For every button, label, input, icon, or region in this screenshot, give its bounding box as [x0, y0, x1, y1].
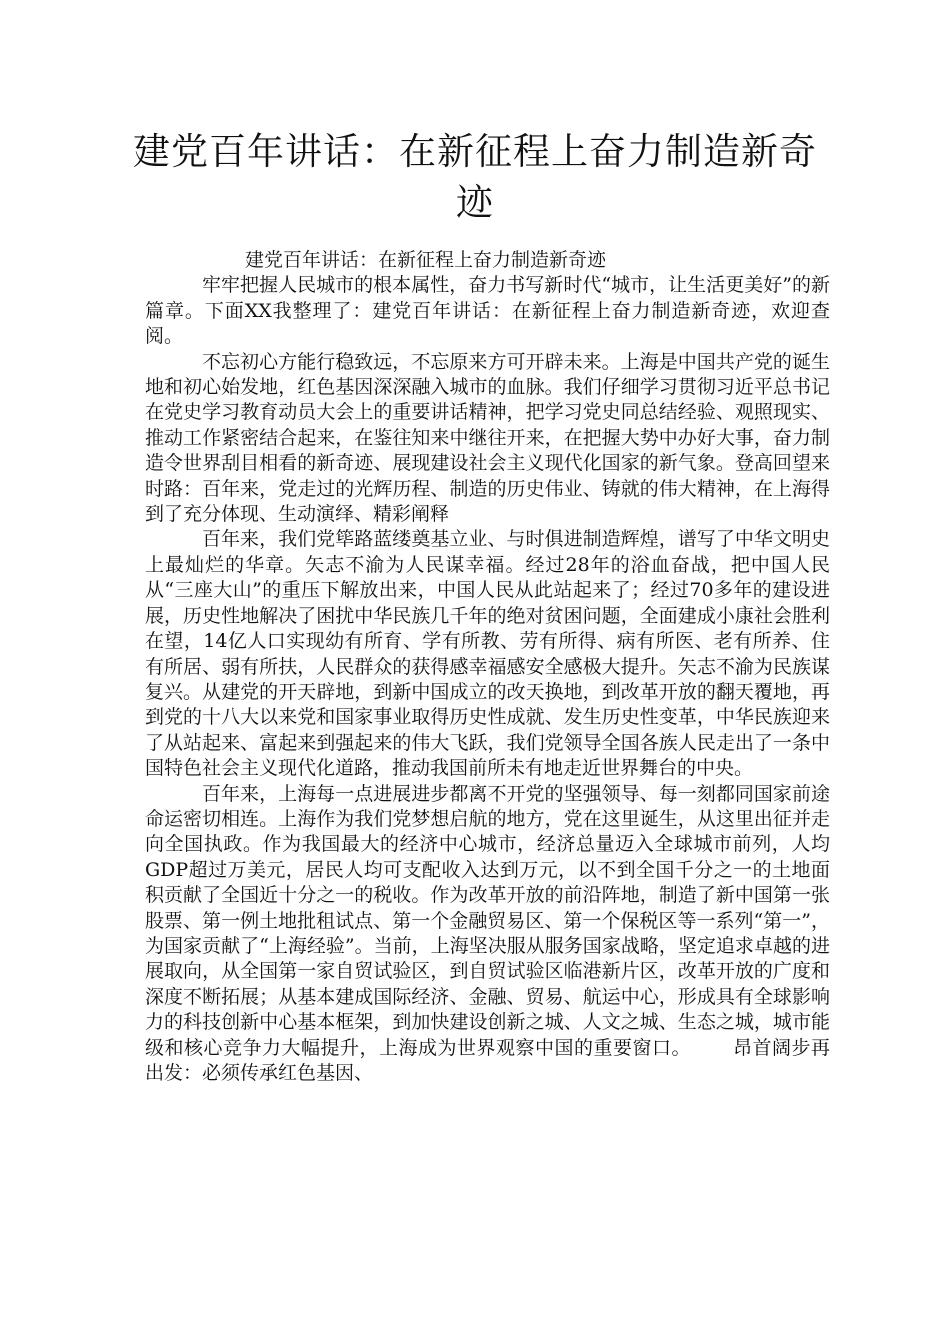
paragraph-century-shanghai-text: 百年来，上海每一点进展进步都离不开党的坚强领导、每一刻都同国家前途命运密切相连。上海作为我们党梦想启航的地方，党在这里诞生，从这里出征并走向全国执政。作为我国最大的经济中心城市，经济总量迈入全球城市前列，人均GDP超过万美元，居民人均可支配收入达到万元，以不到全国千分之一的土地面积贡献了全国近十分之一的税收。作为改革开放的前沿阵地，制造了新中国第一张股票、第一例土地批租试点、第一个金融贸易区、第一个保税区等一系列“第一”，为国家贡献了“上海经验”。当前，上海坚决服从服务国家战略，坚定追求卓越的进展取向，从全国第一家自贸试验区，到自贸试验区临港新片区，改革开放的广度和深度不断拓展；从基本建成国际经济、金融、贸易、航运中心，形成具有全球影响力的科技创新中心基本框架，到加快建设创新之城、人文之城、生态之城，城市能级和核心竞争力大幅提升，上海成为世界观察中国的重要窗口。: [145, 782, 830, 1059]
paragraph-century-shanghai: [145, 782, 830, 1087]
paragraph-century-party: 百年来，我们党筚路蓝缕奠基立业、与时俱进制造辉煌，谱写了中华文明史上最灿烂的华章。矢志不渝为人民谋幸福。经过28年的浴血奋战，把中国人民从“三座大山”的重压下解放出来，中国人民从此站起来了；经过70多年的建设进展，历史性地解决了困扰中华民族几千年的绝对贫困问题，全面建成小康社会胜利在望，14亿人口实现幼有所育、学有所教、劳有所得、病有所医、老有所养、住有所居、弱有所扶，人民群众的获得感幸福感安全感极大提升。矢志不渝为民族谋复兴。从建党的开天辟地，到新中国成立的改天换地，到改革开放的翻天覆地，再到党的十八大以来党和国家事业取得历史性成就、发生历史性变革，中华民族迎来了从站起来、富起来到强起来的伟大飞跃，我们党领导全国各族人民走出了一条中国特色社会主义现代化道路，推动我国前所未有地走近世界舞台的中央。: [145, 528, 830, 780]
document-body: [145, 248, 830, 1086]
document-subtitle: 建党百年讲话：在新征程上奋力制造新奇迹: [245, 249, 607, 271]
document-title: 建党百年讲话：在新征程上奋力制造新奇迹: [133, 130, 817, 224]
paragraph-origin: 不忘初心方能行稳致远，不忘原来方可开辟未来。上海是中国共产党的诞生地和初心始发地，红色基因深深融入城市的血脉。我们仔细学习贯彻习近平总书记在党史学习教育动员大会上的重要讲话精神，把学习党史同总结经验、观照现实、推动工作紧密结合起来，在鉴往知来中继往开来，在把握大势中办好大事，奋力制造令世界刮目相看的新奇迹、展现建设社会主义现代化国家的新气象。登高回望来时路：百年来，党走过的光辉历程、制造的历史伟业、铸就的伟大精神，在上海得到了充分体现、生动演绎、精彩阐释: [145, 350, 830, 526]
paragraph-intro: 牢牢把握人民城市的根本属性，奋力书写新时代“城市，让生活更美好”的新篇章。下面XX我整理了：建党百年讲话：在新征程上奋力制造新奇迹，欢迎查阅。: [145, 274, 830, 348]
paragraph-continuation-start: 昂首阔步再出发：必须传承红色基因、: [145, 1036, 830, 1084]
